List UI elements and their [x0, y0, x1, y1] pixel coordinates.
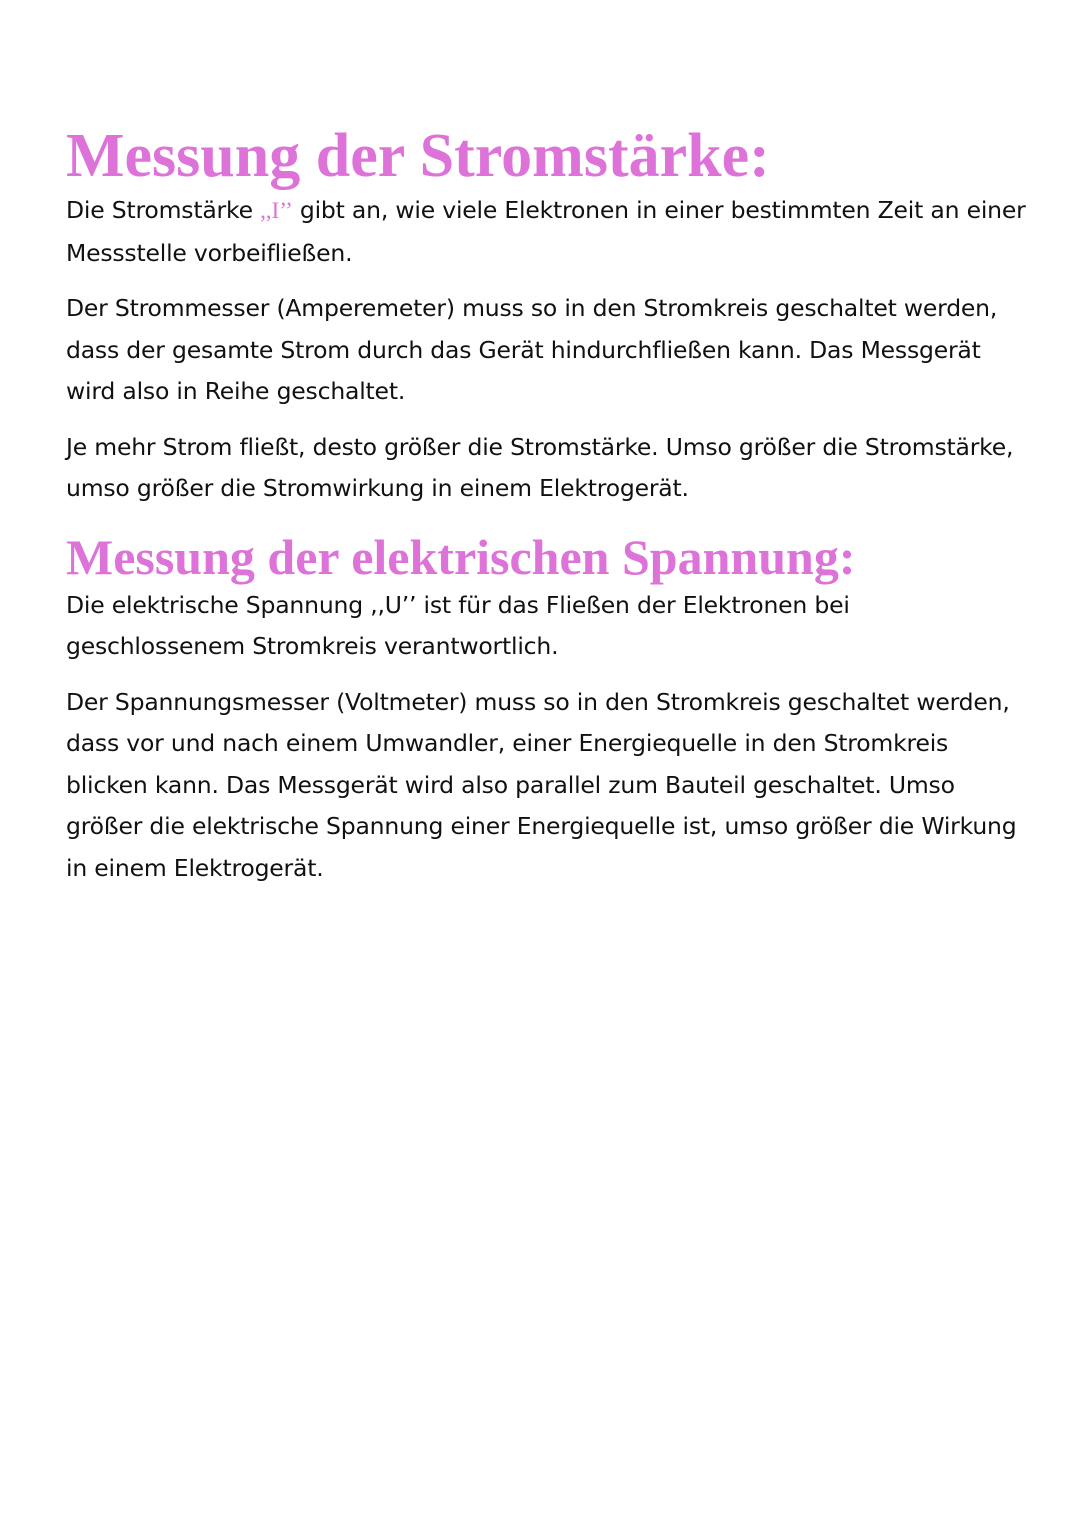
paragraph-spannung-definition: Die elektrische Spannung ,,U’’ ist für das Fließen der Elektronen bei geschlossenem Stromkreis verantwortlich. — [66, 590, 850, 661]
paragraph-amperemeter: Der Strommesser (Amperemeter) muss so in den Stromkreis geschaltet werden, dass der gesamte Strom durch das Gerät hindurchfließen kann. Das Messgerät wird also in Reihe geschaltet. — [66, 294, 998, 406]
heading-stromstaerke: Messung der Stromstärke: — [66, 122, 770, 190]
paragraph-text: gibt an, wie viele Elektronen in einer bestimmten Zeit an einer Messstelle vorbeifließen. — [66, 196, 1026, 267]
paragraph-stromstaerke-definition — [66, 190, 1026, 274]
heading-spannung: Messung der elektrischen Spannung: — [66, 528, 856, 585]
document-content — [66, 122, 1026, 903]
symbol-i: ,,I’’ — [260, 198, 293, 225]
paragraph-stromwirkung: Je mehr Strom fließt, desto größer die Stromstärke. Umso größer die Stromstärke, umso größer die Stromwirkung in einem Elektrogerät. — [66, 432, 1014, 503]
paragraph-voltmeter: Der Spannungsmesser (Voltmeter) muss so in den Stromkreis geschaltet werden, dass vor und nach einem Umwandler, einer Energiequelle in den Stromkreis blicken kann. Das Messgerät wird also parallel zum Bauteil geschaltet. Umso größer die elektrische Spannung einer Energiequelle ist, umso größer die Wirkung in einem Elektrogerät. — [66, 687, 1017, 882]
paragraph-text: Die Stromstärke — [66, 196, 261, 225]
